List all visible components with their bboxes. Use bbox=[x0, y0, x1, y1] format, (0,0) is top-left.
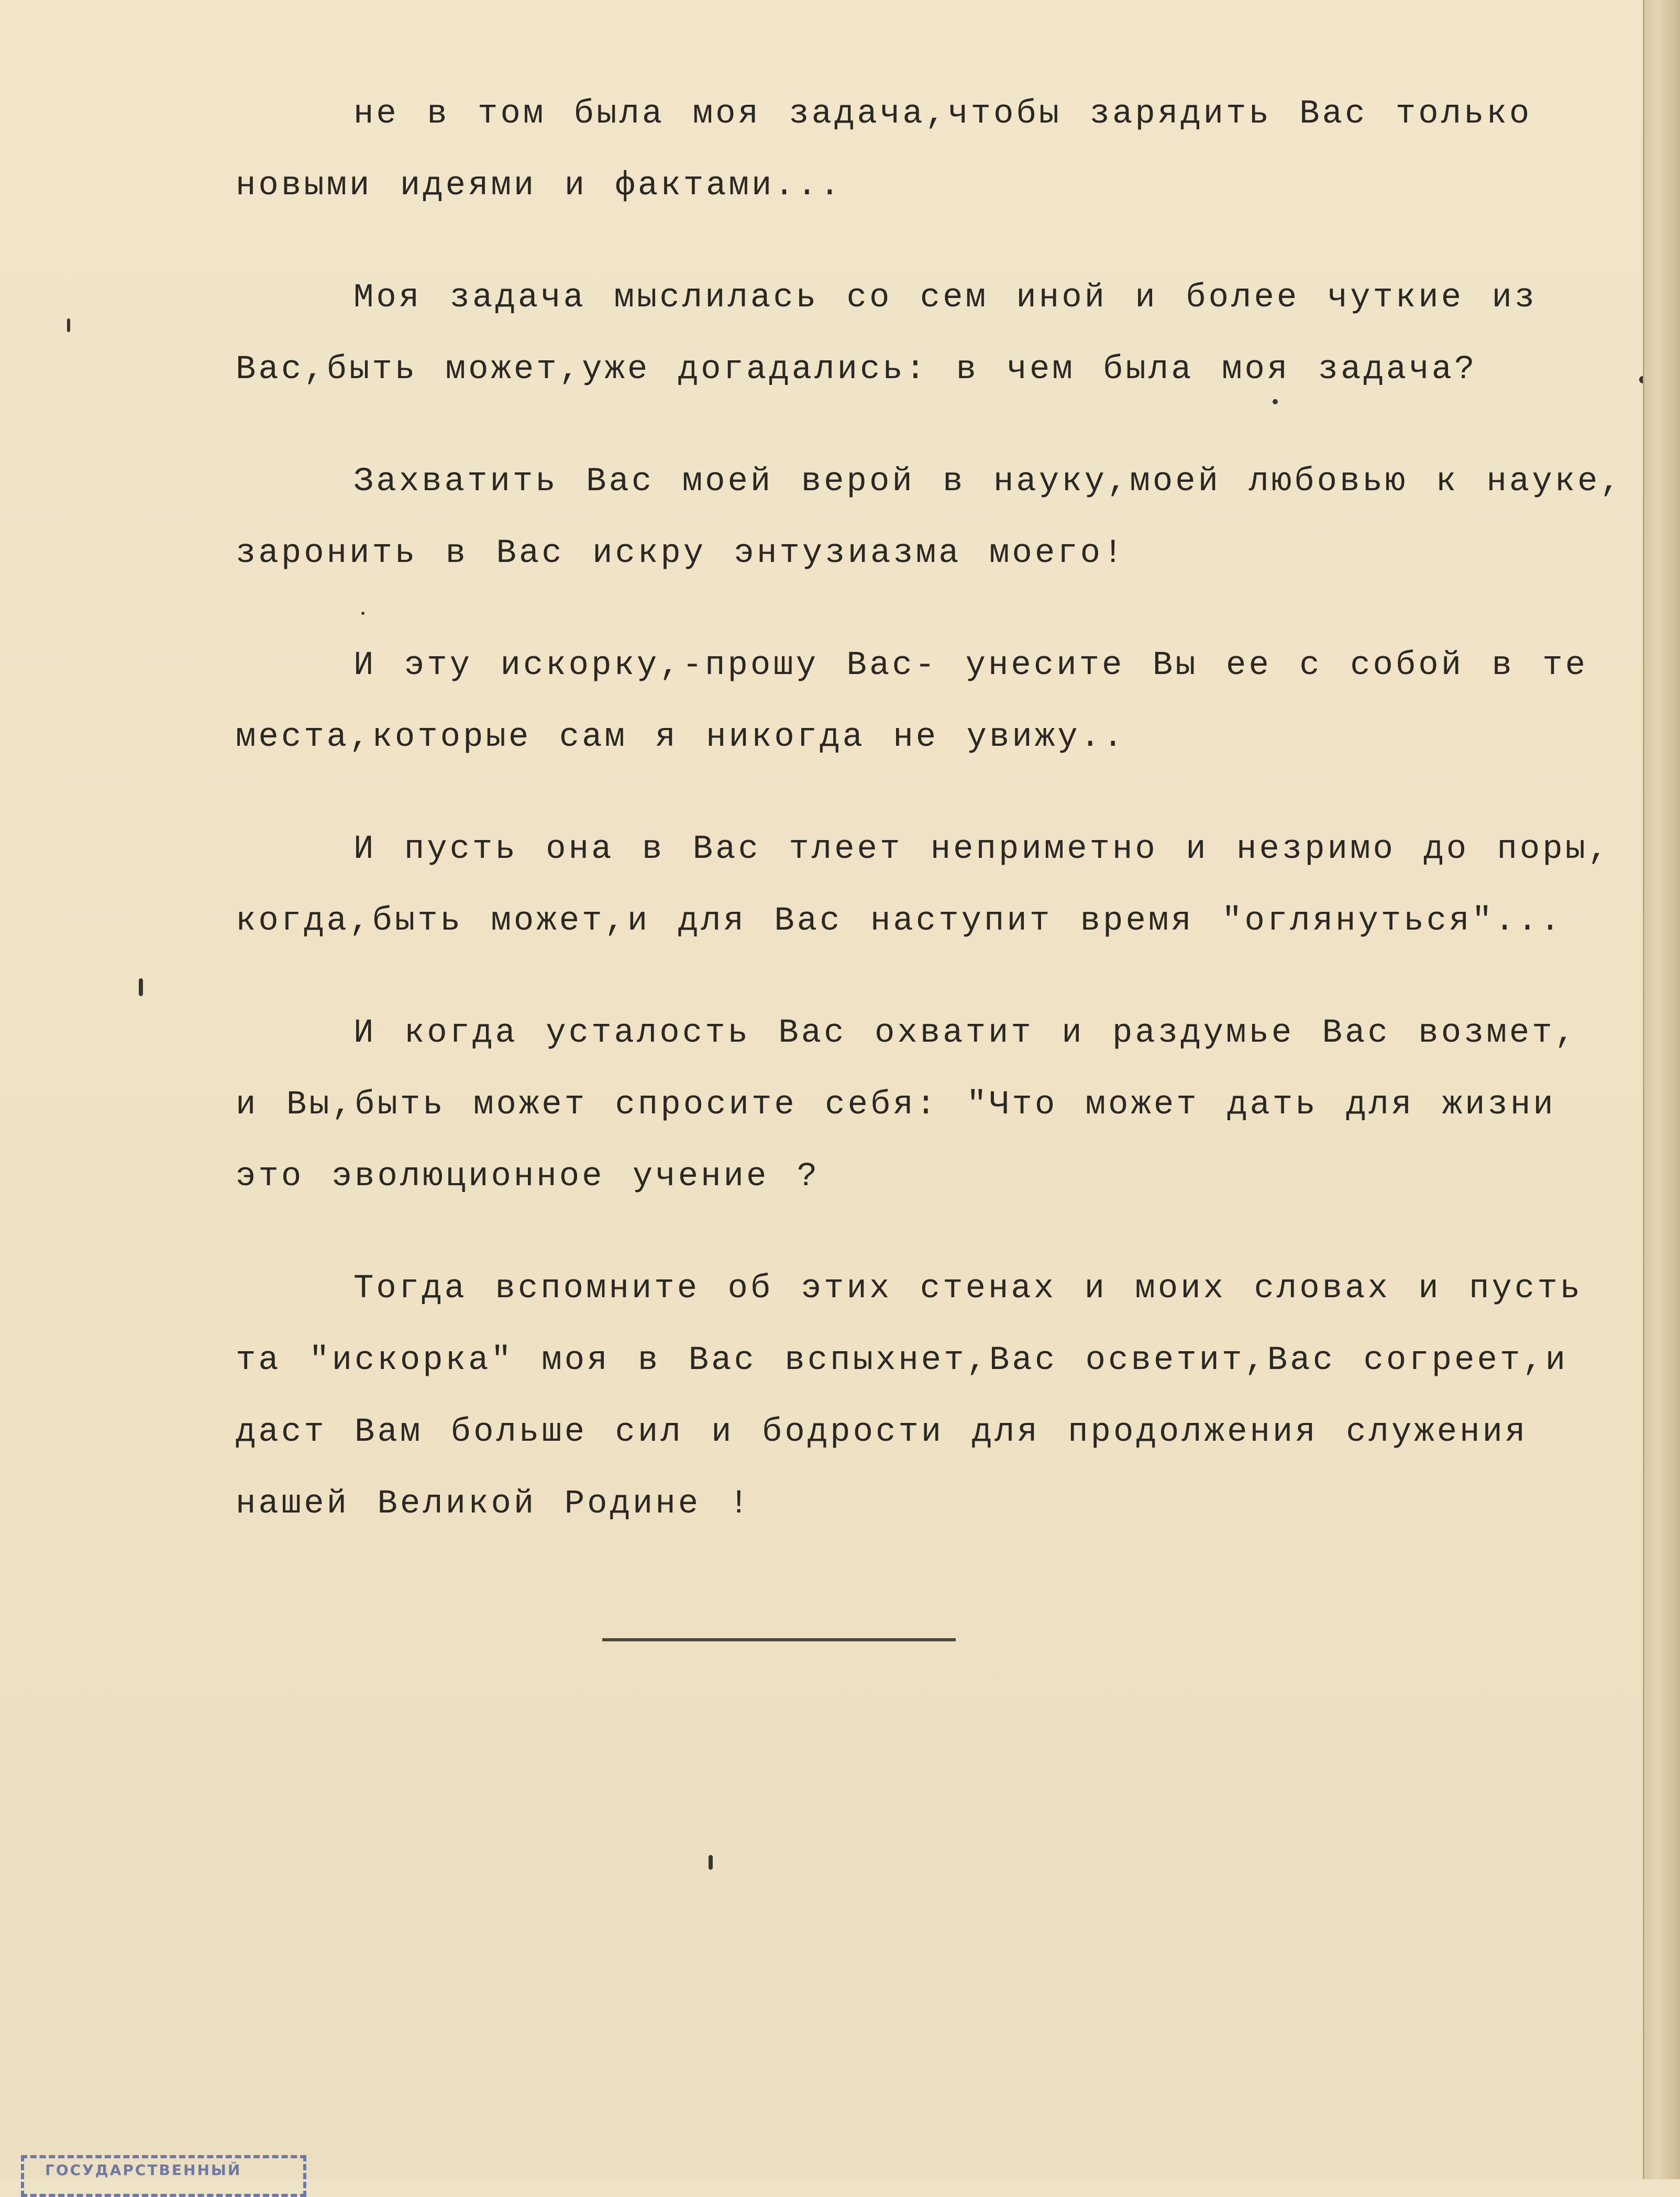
ink-speck bbox=[1273, 399, 1278, 404]
text-line: когда,быть может,и для Вас наступит время "оглянуться"... bbox=[236, 902, 1563, 940]
paragraph-5 bbox=[236, 814, 1618, 957]
text-line: та "искорка" моя в Вас вспыхнет,Вас осветит,Вас согреет,и bbox=[236, 1342, 1568, 1379]
text-line: новыми идеями и фактами... bbox=[236, 167, 843, 205]
text-line: Захватить Вас моей верой в науку,моей любовью к науке, bbox=[353, 463, 1623, 501]
text-line: Тогда вспомните об этих стенах и моих словах и пусть bbox=[353, 1270, 1583, 1308]
page-edge bbox=[1643, 0, 1680, 2179]
ink-speck bbox=[361, 612, 364, 615]
text-line: даст Вам больше сил и бодрости для продолжения служения bbox=[236, 1414, 1528, 1451]
closing-rule bbox=[602, 1638, 956, 1641]
ink-speck bbox=[139, 978, 143, 996]
text-line: заронить в Вас искру энтузиазма моего! bbox=[236, 535, 1126, 572]
text-line: это эволюционное учение ? bbox=[236, 1158, 820, 1196]
stamp-text: ГОСУДАРСТВЕННЫЙ bbox=[45, 2161, 242, 2179]
paragraph-1 bbox=[236, 79, 1618, 222]
archive-stamp bbox=[21, 2155, 306, 2197]
text-line: и Вы,быть может спросите себя: "Что может дать для жизни bbox=[236, 1086, 1556, 1124]
text-line: Моя задача мыслилась со сем иной и более чуткие из bbox=[353, 279, 1538, 317]
text-line: Вас,быть может,уже догадались: в чем была моя задача? bbox=[236, 351, 1477, 389]
text-line: места,которые сам я никогда не увижу.. bbox=[236, 719, 1126, 756]
text-line: И пусть она в Вас тлеет неприметно и незримо до поры, bbox=[353, 831, 1611, 868]
paragraph-2 bbox=[236, 262, 1618, 406]
text-line: И когда усталость Вас охватит и раздумье Вас возмет, bbox=[353, 1014, 1578, 1052]
ink-speck bbox=[67, 318, 70, 332]
paragraph-7 bbox=[236, 1253, 1618, 1540]
paragraph-3 bbox=[236, 446, 1623, 590]
typed-text bbox=[236, 79, 1623, 1581]
ink-speck bbox=[709, 1855, 713, 1870]
text-line: И эту искорку,-прошу Вас- унесите Вы ее с собой в те bbox=[353, 647, 1588, 685]
text-line: не в том была моя задача,чтобы зарядить Вас только bbox=[353, 95, 1532, 133]
paragraph-6 bbox=[236, 998, 1618, 1213]
paragraph-4 bbox=[236, 630, 1618, 774]
text-line: нашей Великой Родине ! bbox=[236, 1485, 751, 1523]
